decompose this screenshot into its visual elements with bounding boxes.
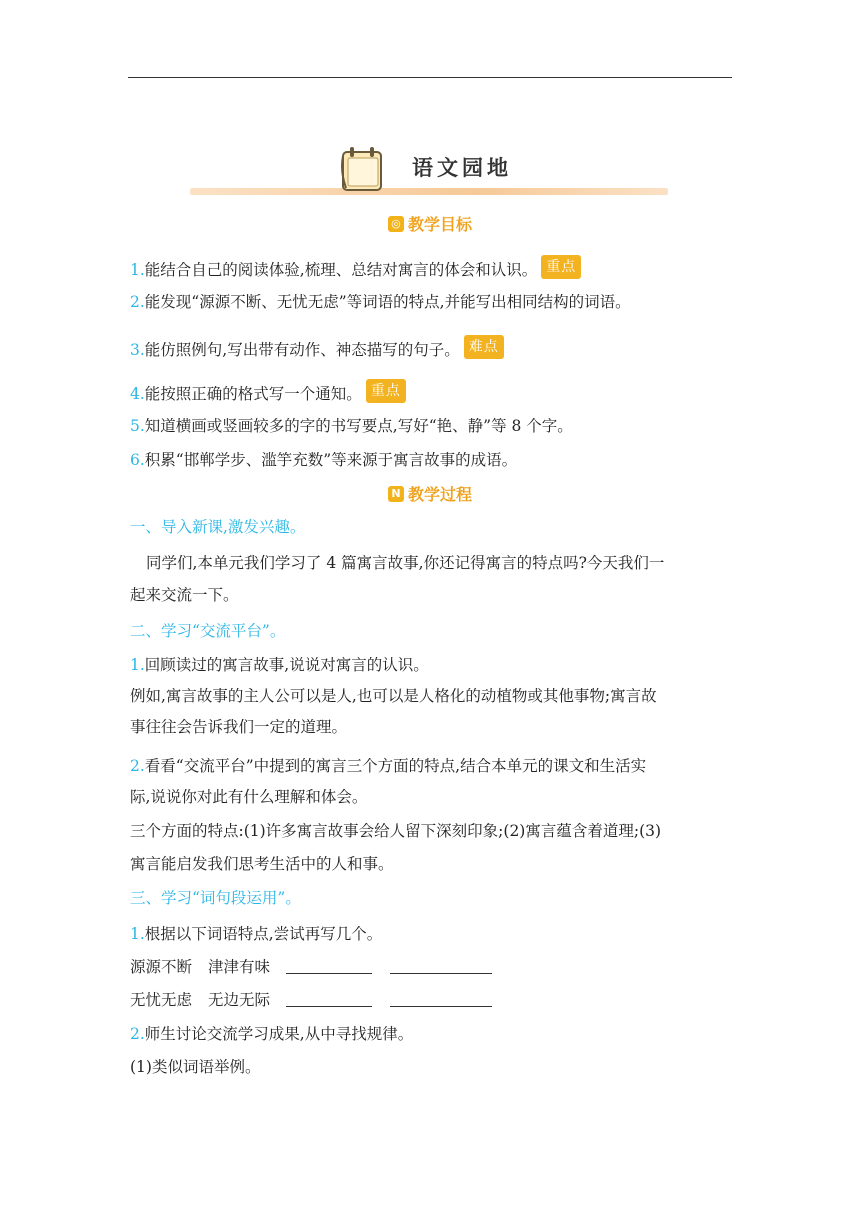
- goal-item-4: 4.能按照正确的格式写一个通知。 重点: [130, 379, 406, 404]
- difficult-point-badge: 难点: [464, 335, 504, 359]
- step-2-features: 三个方面的特点:(1)许多寓言故事会给人留下深刻印象;(2)寓言蕴含着道理;(3): [130, 822, 662, 840]
- step-1-heading: 一、导入新课,激发兴趣。: [130, 518, 306, 536]
- goal-item-1: 1.能结合自己的阅读体验,梳理、总结对寓言的体会和认识。 重点: [130, 255, 581, 280]
- answer-blank[interactable]: [286, 959, 372, 974]
- goal-item-6: 6.积累“邯郸学步、滥竽充数”等来源于寓言故事的成语。: [130, 451, 518, 469]
- step-2-item-1: 1.回顾读过的寓言故事,说说对寓言的认识。: [130, 656, 429, 674]
- process-heading: 教学过程: [407, 485, 472, 504]
- key-point-badge: 重点: [541, 255, 581, 279]
- step-1-paragraph: 同学们,本单元我们学习了 4 篇寓言故事,你还记得寓言的特点吗?今天我们一: [146, 554, 665, 572]
- goals-heading: 教学目标: [407, 215, 472, 234]
- step-2-item-2: 2.看看“交流平台”中提到的寓言三个方面的特点,结合本单元的课文和生活实: [130, 757, 647, 775]
- section-banner: [190, 140, 668, 200]
- goals-section-header: [0, 212, 860, 236]
- step-3-sub-1: (1)类似词语举例。: [130, 1058, 261, 1076]
- n-icon: N: [388, 486, 404, 502]
- goal-item-5: 5.知道横画或竖画较多的字的书写要点,写好“艳、静”等 8 个字。: [130, 417, 573, 435]
- process-section-header: [0, 482, 860, 506]
- banner-underline: [190, 188, 668, 195]
- goal-item-3: 3.能仿照例句,写出带有动作、神态描写的句子。 难点: [130, 335, 504, 360]
- answer-blank[interactable]: [390, 959, 492, 974]
- header-rule: [128, 77, 732, 78]
- goal-item-2: 2.能发现“源源不断、无忧无虑”等词语的特点,并能写出相同结构的词语。: [130, 293, 631, 311]
- banner-title: 语文园地: [412, 156, 512, 180]
- key-point-badge: 重点: [366, 379, 406, 403]
- answer-blank[interactable]: [286, 992, 372, 1007]
- answer-blank[interactable]: [390, 992, 492, 1007]
- step-3-heading: 三、学习“词句段运用”。: [130, 889, 301, 907]
- step-3-item-2: 2.师生讨论交流学习成果,从中寻找规律。: [130, 1025, 414, 1043]
- step-2-features-cont: 寓言能启发我们思考生活中的人和事。: [130, 855, 394, 873]
- step-2-example-cont: 事往往会告诉我们一定的道理。: [130, 718, 348, 736]
- step-3-item-1: 1.根据以下词语特点,尝试再写几个。: [130, 925, 383, 943]
- step-2-example: 例如,寓言故事的主人公可以是人,也可以是人格化的动植物或其他事物;寓言故: [130, 687, 657, 705]
- notebook-icon: [340, 146, 386, 194]
- step-2-item-2-cont: 际,说说你对此有什么理解和体会。: [130, 788, 368, 806]
- word-row-1: 源源不断 津津有味: [130, 957, 492, 977]
- word-row-2: 无忧无虑 无边无际: [130, 990, 492, 1010]
- step-2-heading: 二、学习“交流平台”。: [130, 622, 286, 640]
- target-icon: ◎: [388, 216, 404, 232]
- step-1-paragraph-cont: 起来交流一下。: [130, 586, 239, 604]
